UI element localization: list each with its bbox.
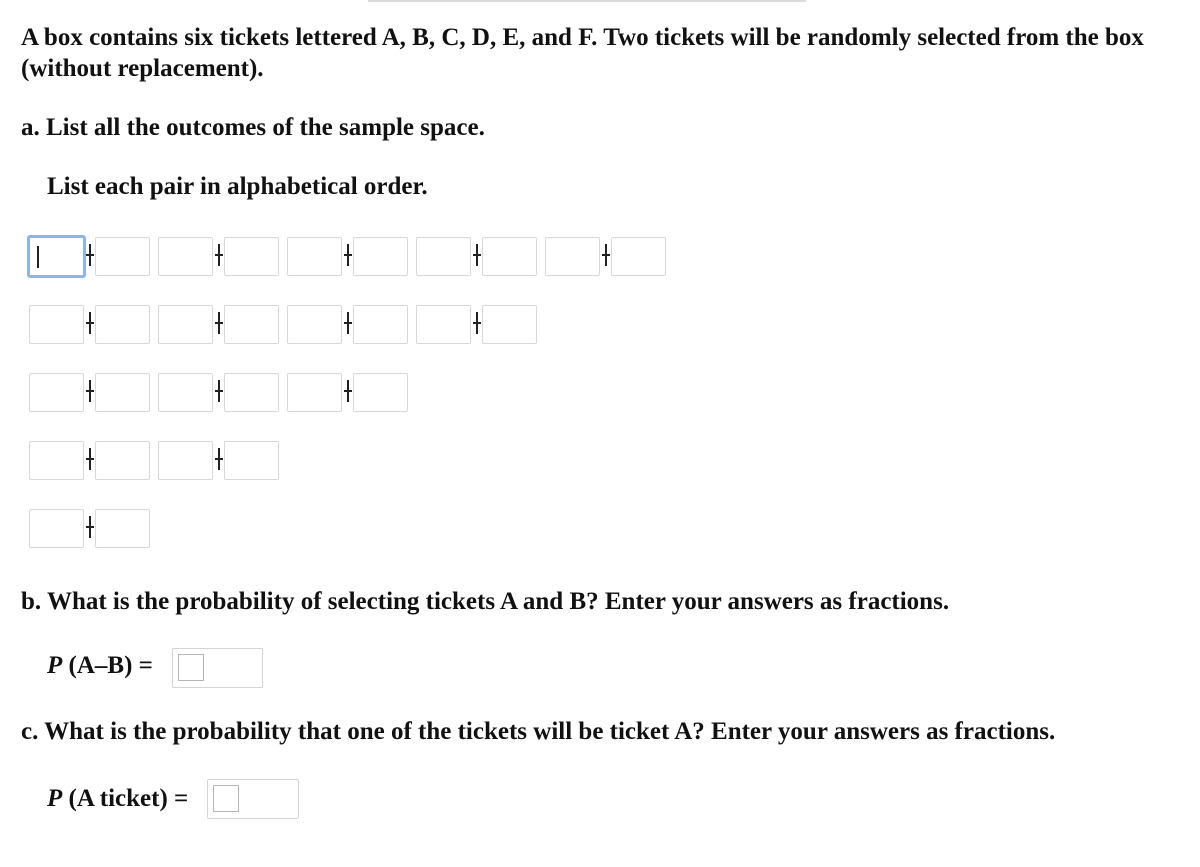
pair-separator xyxy=(344,254,352,256)
outcome-pair xyxy=(156,235,280,277)
pair-second-letter-input[interactable] xyxy=(95,237,150,276)
pair-second-letter-input[interactable] xyxy=(95,305,150,344)
probability-symbol: P xyxy=(47,785,63,812)
part-a-instruction: List each pair in alphabetical order. xyxy=(47,173,428,200)
text-caret xyxy=(37,246,39,268)
pair-second-letter-input[interactable] xyxy=(482,305,537,344)
pair-separator xyxy=(215,254,223,256)
top-divider xyxy=(368,0,806,2)
part-b-fraction-input[interactable] xyxy=(178,654,204,681)
outcome-pair xyxy=(27,371,151,413)
problem-intro: A box contains six tickets lettered A, B, C, D, E, and F. Two tickets will be randomly selected from the box (without replacement). xyxy=(21,24,1144,82)
outcome-pair xyxy=(27,439,151,481)
pair-separator xyxy=(344,390,352,392)
pair-second-letter-input[interactable] xyxy=(482,237,537,276)
pair-first-letter-input[interactable] xyxy=(29,509,84,548)
pair-separator xyxy=(473,322,481,324)
outcome-pair xyxy=(285,235,409,277)
pair-first-letter-input[interactable] xyxy=(158,441,213,480)
pair-second-letter-input[interactable] xyxy=(224,441,279,480)
part-c-fraction-input[interactable] xyxy=(213,785,239,812)
outcome-pair xyxy=(285,371,409,413)
part-b-answer-field[interactable] xyxy=(172,648,263,688)
pair-first-letter-input[interactable] xyxy=(29,441,84,480)
part-a-question: a. List all the outcomes of the sample space. xyxy=(21,114,485,141)
pair-first-letter-input[interactable] xyxy=(27,235,86,278)
pair-second-letter-input[interactable] xyxy=(611,237,666,276)
pair-first-letter-input[interactable] xyxy=(158,305,213,344)
outcome-pair xyxy=(27,507,151,549)
outcome-pair xyxy=(414,235,538,277)
probability-symbol: P xyxy=(47,652,63,679)
pair-separator xyxy=(86,458,94,460)
pair-second-letter-input[interactable] xyxy=(95,441,150,480)
pair-second-letter-input[interactable] xyxy=(224,373,279,412)
part-b-event: (A–B) = xyxy=(62,652,153,679)
outcome-pair xyxy=(285,303,409,345)
pair-separator xyxy=(473,254,481,256)
part-b-question: b. What is the probability of selecting tickets A and B? Enter your answers as fractions. xyxy=(21,588,950,615)
pair-first-letter-input[interactable] xyxy=(287,237,342,276)
outcome-pair xyxy=(543,235,667,277)
pair-separator xyxy=(86,254,94,256)
pair-second-letter-input[interactable] xyxy=(353,305,408,344)
part-c-question: c. What is the probability that one of the tickets will be ticket A? Enter your answers as fractions. xyxy=(21,718,1056,745)
pair-separator xyxy=(602,254,610,256)
pair-second-letter-input[interactable] xyxy=(95,373,150,412)
outcome-pair xyxy=(27,235,151,277)
outcome-pair xyxy=(27,303,151,345)
pair-separator xyxy=(86,526,94,528)
pair-second-letter-input[interactable] xyxy=(224,305,279,344)
pair-separator xyxy=(344,322,352,324)
part-b-label xyxy=(47,650,153,681)
pair-first-letter-input[interactable] xyxy=(416,305,471,344)
pair-first-letter-input[interactable] xyxy=(29,305,84,344)
pair-second-letter-input[interactable] xyxy=(353,237,408,276)
pair-second-letter-input[interactable] xyxy=(224,237,279,276)
pair-second-letter-input[interactable] xyxy=(95,509,150,548)
part-c-label xyxy=(47,783,188,814)
outcome-pair xyxy=(414,303,538,345)
part-c-answer-field[interactable] xyxy=(207,779,299,819)
part-c-event: (A ticket) = xyxy=(62,785,189,812)
pair-first-letter-input[interactable] xyxy=(29,373,84,412)
pair-first-letter-input[interactable] xyxy=(287,305,342,344)
pair-separator xyxy=(86,390,94,392)
outcome-pair xyxy=(156,439,280,481)
pair-first-letter-input[interactable] xyxy=(416,237,471,276)
pair-separator xyxy=(215,390,223,392)
outcome-pair xyxy=(156,303,280,345)
pair-separator xyxy=(215,322,223,324)
pair-first-letter-input[interactable] xyxy=(158,237,213,276)
pair-first-letter-input[interactable] xyxy=(287,373,342,412)
outcome-pair xyxy=(156,371,280,413)
pair-first-letter-input[interactable] xyxy=(158,373,213,412)
pair-second-letter-input[interactable] xyxy=(353,373,408,412)
pair-first-letter-input[interactable] xyxy=(545,237,600,276)
pair-separator xyxy=(215,458,223,460)
pair-separator xyxy=(86,322,94,324)
